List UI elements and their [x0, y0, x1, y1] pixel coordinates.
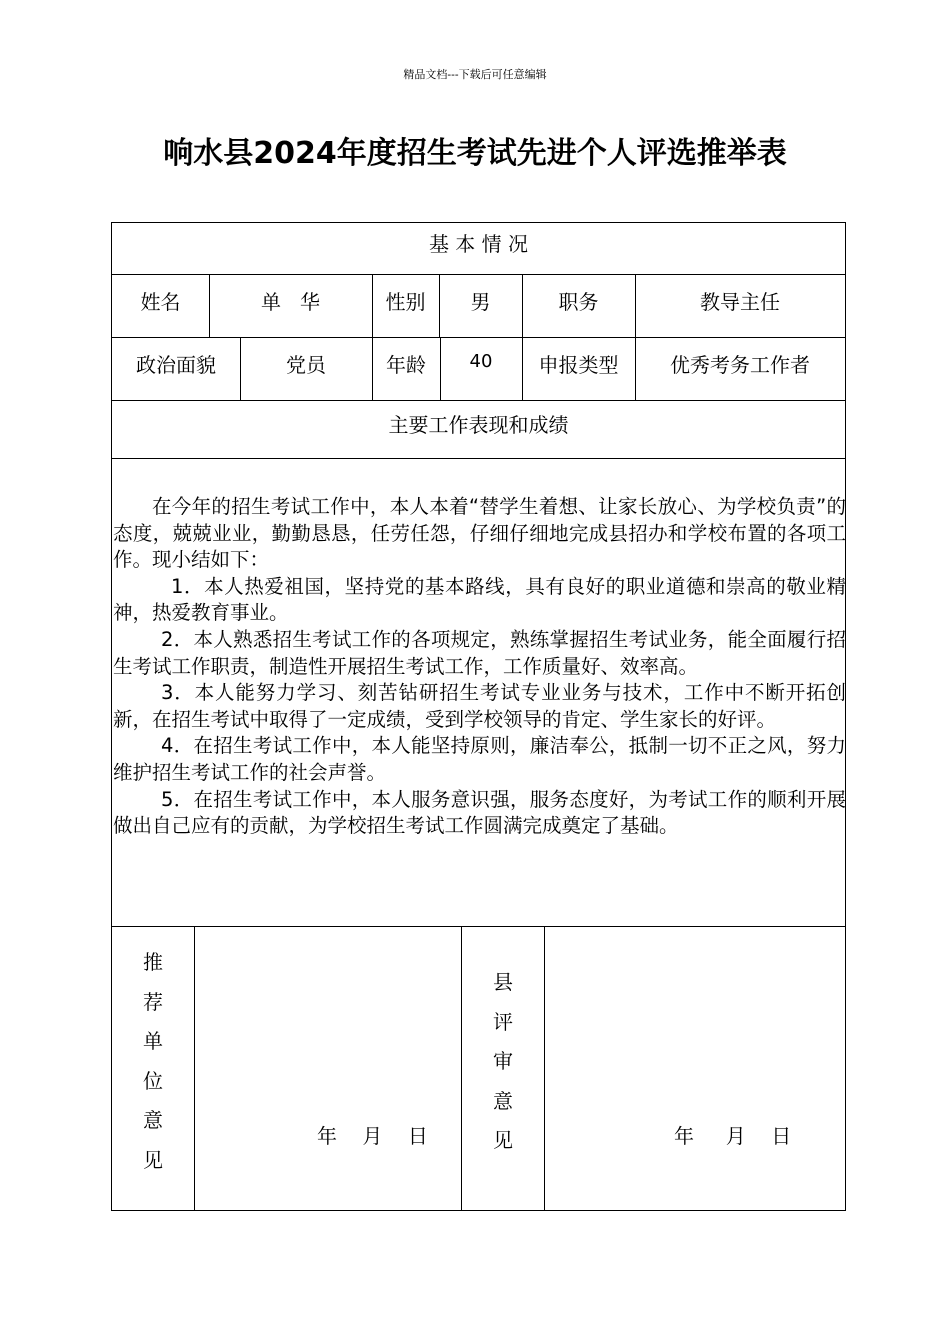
recommend-unit-char: 单 [143, 1029, 163, 1053]
summary-paragraph: 在今年的招生考试工作中，本人本着“替学生着想、让家长放心、为学校负责”的态度，兢兢业业，勤勤恳恳，任劳任怨，仔细仔细地完成县招办和学校布置的各项工作。现小结如下： [113, 495, 846, 572]
recommend-unit-label [138, 943, 168, 1180]
county-review-char: 县 [493, 970, 513, 994]
recommend-unit-char: 荐 [143, 989, 163, 1014]
age-label: 年龄 [386, 353, 426, 377]
row-divider [112, 400, 845, 401]
row-divider [112, 274, 845, 275]
name-label: 姓名 [140, 290, 181, 314]
col-divider [461, 926, 462, 1210]
col-divider [544, 926, 545, 1210]
county-date: 年 月 日 [674, 1124, 792, 1148]
row-divider [112, 337, 845, 338]
nomination-form [111, 222, 846, 1211]
section-work-performance: 主要工作表现和成绩 [388, 413, 569, 437]
recommend-unit-char: 位 [143, 1068, 163, 1093]
col-divider [194, 926, 195, 1210]
county-review-char: 审 [493, 1049, 513, 1073]
recommend-unit-char: 见 [143, 1147, 163, 1172]
county-review-label [488, 963, 518, 1161]
recommend-unit-char: 意 [143, 1108, 163, 1132]
work-summary [113, 494, 846, 840]
post-label: 职务 [558, 290, 599, 314]
summary-paragraph: 3．本人能努力学习、刻苦钻研招生考试专业业务与技术，工作中不断开拓创新，在招生考试中取得了一定成绩，受到学校领导的肯定、学生家长的好评。 [113, 681, 846, 731]
politics-label: 政治面貌 [136, 353, 216, 377]
recommend-date: 年 月 日 [317, 1124, 428, 1148]
summary-paragraph: 1．本人热爱祖国，坚持党的基本路线，具有良好的职业道德和崇高的敬业精神，热爱教育事业。 [113, 574, 846, 625]
row-divider [112, 458, 845, 459]
post-value: 教导主任 [700, 290, 780, 314]
summary-paragraph: 5．在招生考试工作中，本人服务意识强，服务态度好，为考试工作的顺利开展做出自己应有的贡献，为学校招生考试工作圆满完成奠定了基础。 [113, 787, 846, 838]
name-value: 单 华 [260, 290, 321, 314]
gender-label: 性别 [385, 290, 426, 314]
type-label: 申报类型 [538, 353, 619, 377]
politics-value: 党员 [286, 353, 326, 377]
county-review-char: 意 [493, 1088, 513, 1113]
row-divider [112, 926, 845, 927]
header-note: 精品文档---下载后可任意编辑 [403, 68, 547, 81]
county-review-char: 评 [493, 1009, 513, 1034]
age-value: 40 [469, 351, 493, 372]
type-value: 优秀考务工作者 [670, 353, 810, 377]
gender-value: 男 [470, 290, 491, 314]
page-title: 响水县2024年度招生考试先进个人评选推举表 [163, 136, 787, 171]
summary-paragraph: 2．本人熟悉招生考试工作的各项规定，熟练掌握招生考试业务，能全面履行招生考试工作职责，制造性开展招生考试工作，工作质量好、效率高。 [113, 627, 846, 678]
summary-paragraph: 4．在招生考试工作中，本人能坚持原则，廉洁奉公，抵制一切不正之风，努力维护招生考试工作的社会声誉。 [113, 734, 846, 784]
county-review-char: 见 [493, 1128, 513, 1152]
recommend-unit-char: 推 [143, 950, 163, 974]
section-basic-info: 基 本 情 况 [428, 232, 529, 256]
